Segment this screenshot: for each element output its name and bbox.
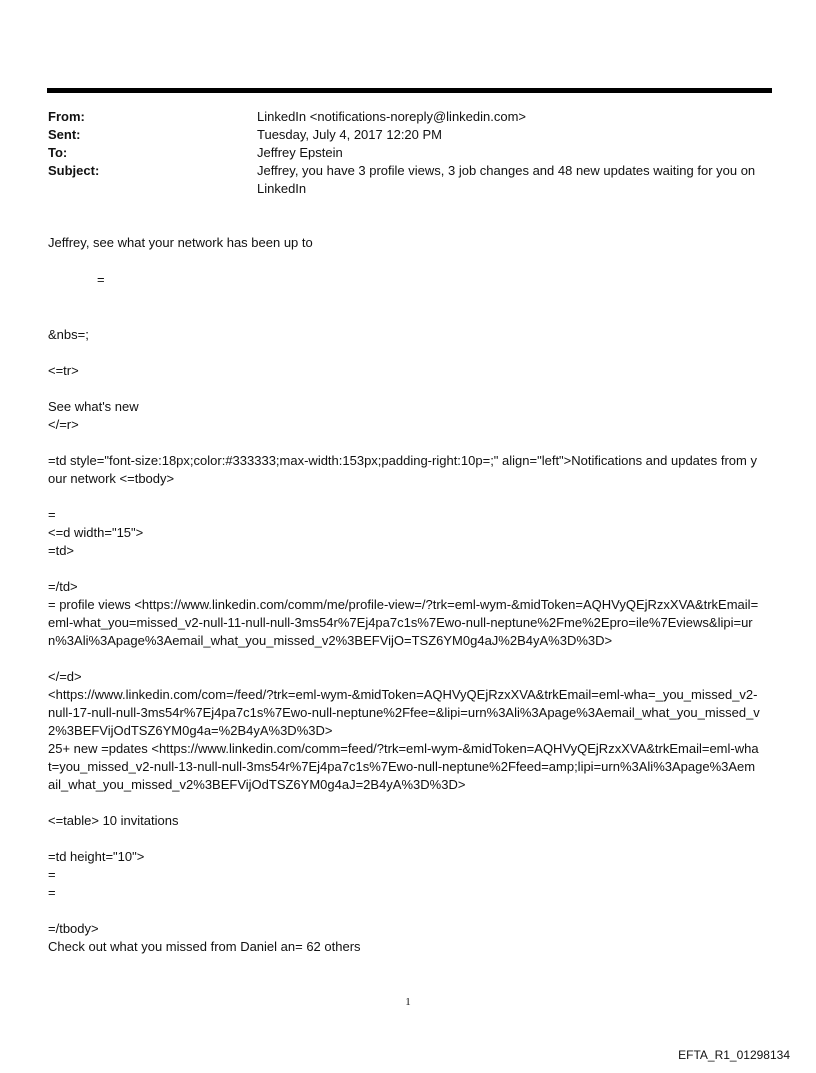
- sent-value: Tuesday, July 4, 2017 12:20 PM: [257, 127, 442, 142]
- feed-link[interactable]: <https://www.linkedin.com/com=/feed/?trk=eml-wym-&midToken=AQHVyQEjRzxXVA&trkEmail=eml-wha=_you_missed_v2-null-17-null-null-3ms54r%7Ej4pa7c1s%7Ewo-null-neptune%2Ffee=&lipi=urn%3Ali%3Apage%3Aemail_what_you_missed_v2%3BEFVijOdTSZ6YM0g4a=%2B4yA%3D%3D>: [48, 687, 760, 738]
- profile-views-link[interactable]: = profile views <https://www.linkedin.com/comm/me/profile-view=/?trk=eml-wym-&midToken=AQHVyQEjRzxXVA&trkEmail=eml-what_you=missed_v2-null-11-null-null-3ms54r%7Ej4pa7c1s%7Ewo-null-neptune%2Fme%2Epro=ile%7Eviews&lipi=urn%3Ali%3Apage%3Aemail_what_you_missed_v2%3BEFVijO=TSZ6YM0g4aJ%2B4yA%3D%3D>: [48, 597, 759, 648]
- from-row: [48, 108, 760, 126]
- body-line-tbody-close: =/tbody>: [48, 921, 99, 936]
- body-line-tr-open: <=tr>: [48, 363, 79, 378]
- body-line-tr-close: </=r>: [48, 417, 79, 432]
- see-whats-new: See what's new: [48, 399, 139, 414]
- body-line-td-width: <=d width="15">: [48, 525, 144, 540]
- subject-value: Jeffrey, you have 3 profile views, 3 job changes and 48 new updates waiting for you on LinkedIn: [257, 163, 756, 196]
- from-value: LinkedIn <notifications-noreply@linkedin.com>: [257, 109, 527, 124]
- email-header: [48, 108, 760, 198]
- updates-link[interactable]: 25+ new =pdates <https://www.linkedin.com/comm=feed/?trk=eml-wym-&midToken=AQHVyQEjRzxXVA&trkEmail=eml-what=you_missed_v2-null-13-null-null-3ms54r%7Ej4pa7c1s%7Ewo-null-neptune%2Ffeed=amp;lipi=urn%3Ali%3Apage%3Aemail_what_you_missed_v2%3BEFVijOdTSZ6YM0g4aJ=2B4yA%3D%3D>: [48, 741, 759, 792]
- body-line-td-style: =td style="font-size:18px;color:#333333;max-width:153px;padding-right:10p=;" align="left">Notifications and updates from your network <=tbody>: [48, 453, 757, 486]
- body-line-td-height: =td height="10">: [48, 849, 145, 864]
- body-line-d-close: </=d>: [48, 669, 82, 684]
- to-label: To:: [48, 145, 68, 160]
- body-line-td-close: =/td>: [48, 579, 78, 594]
- to-value: Jeffrey Epstein: [257, 145, 343, 160]
- body-line-eq3: =: [48, 867, 56, 882]
- body-line-td-eq: =td>: [48, 543, 75, 558]
- body-line-eq2: =: [48, 507, 56, 522]
- body-line-eq1: =: [97, 272, 105, 287]
- check-out-line: Check out what you missed from Daniel an= 62 others: [48, 939, 361, 954]
- from-label: From:: [48, 109, 85, 124]
- body-line-eq4: =: [48, 885, 56, 900]
- to-row: [48, 144, 760, 162]
- body-line-nbsp: &nbs=;: [48, 327, 89, 342]
- header-rule: [47, 88, 772, 93]
- email-body: [48, 234, 760, 956]
- sent-label: Sent:: [48, 127, 81, 142]
- intro-line: Jeffrey, see what your network has been up to: [48, 235, 313, 250]
- sent-row: [48, 126, 760, 144]
- page-number: 1: [405, 996, 411, 1008]
- subject-label: Subject:: [48, 163, 100, 178]
- invitations-line: <=table> 10 invitations: [48, 813, 179, 828]
- bates-number: EFTA_R1_01298134: [678, 1048, 790, 1062]
- subject-row: [48, 162, 760, 198]
